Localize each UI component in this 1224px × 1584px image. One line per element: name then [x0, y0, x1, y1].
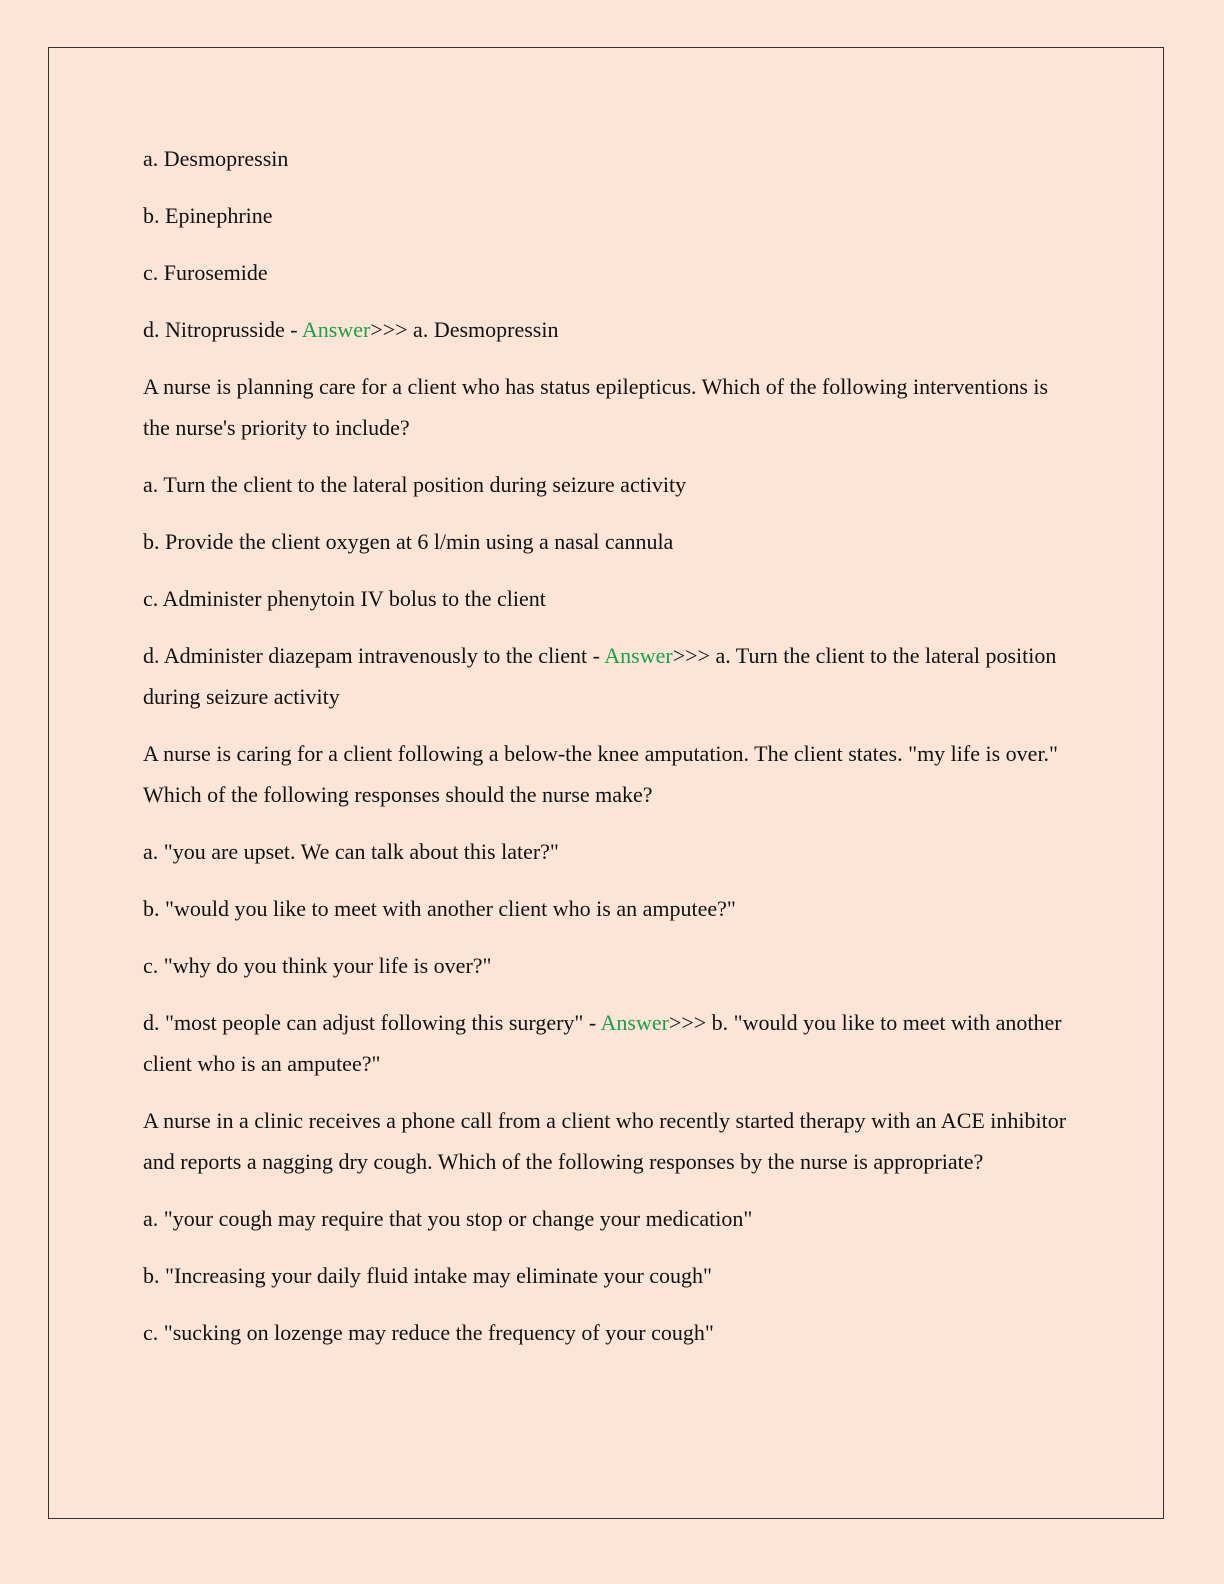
- option-line: c. "sucking on lozenge may reduce the frequency of your cough": [143, 1320, 714, 1345]
- option-line: c. "why do you think your life is over?": [143, 953, 492, 978]
- answer-label: Answer: [600, 1010, 669, 1035]
- answer-text: >>> b. "would you like to meet with another client who is an amputee?": [143, 1010, 1062, 1076]
- option-line: a. Desmopressin: [143, 146, 289, 171]
- option-with-answer: [143, 1002, 1073, 1084]
- option-line: b. Epinephrine: [143, 203, 273, 228]
- answer-label: Answer: [604, 643, 673, 668]
- question-text: A nurse in a clinic receives a phone call from a client who recently started therapy with an ACE inhibitor and reports a nagging dry cough. Which of the following responses by the nurse is appropriate?: [143, 1108, 1067, 1174]
- option-line: c. Administer phenytoin IV bolus to the client: [143, 586, 546, 611]
- option-text: d. Nitroprusside -: [143, 317, 302, 342]
- question-text: A nurse is planning care for a client who has status epilepticus. Which of the following interventions is the nurse's priority to include?: [143, 374, 1049, 440]
- option-with-answer: [143, 635, 1073, 717]
- answer-label: Answer: [301, 317, 371, 342]
- option-line: a. "your cough may require that you stop or change your medication": [143, 1206, 753, 1231]
- document-content: [143, 138, 1073, 1369]
- answer-text: >>> a. Desmopressin: [370, 317, 559, 342]
- option-line: b. Provide the client oxygen at 6 l/min using a nasal cannula: [143, 529, 674, 554]
- option-line: b. "Increasing your daily fluid intake may eliminate your cough": [143, 1263, 713, 1288]
- option-with-answer: [143, 309, 1073, 350]
- option-line: a. "you are upset. We can talk about this later?": [143, 839, 559, 864]
- option-line: a. Turn the client to the lateral position during seizure activity: [143, 472, 687, 497]
- option-line: c. Furosemide: [143, 260, 268, 285]
- answer-text: >>> a. Turn the client to the lateral position during seizure activity: [143, 643, 1057, 709]
- option-text: d. Administer diazepam intravenously to the client -: [143, 643, 605, 668]
- option-line: b. "would you like to meet with another client who is an amputee?": [143, 896, 736, 921]
- option-text: d. "most people can adjust following this surgery" -: [143, 1010, 601, 1035]
- question-text: A nurse is caring for a client following a below-the knee amputation. The client states. "my life is over." Which of the following responses should the nurse make?: [143, 741, 1059, 807]
